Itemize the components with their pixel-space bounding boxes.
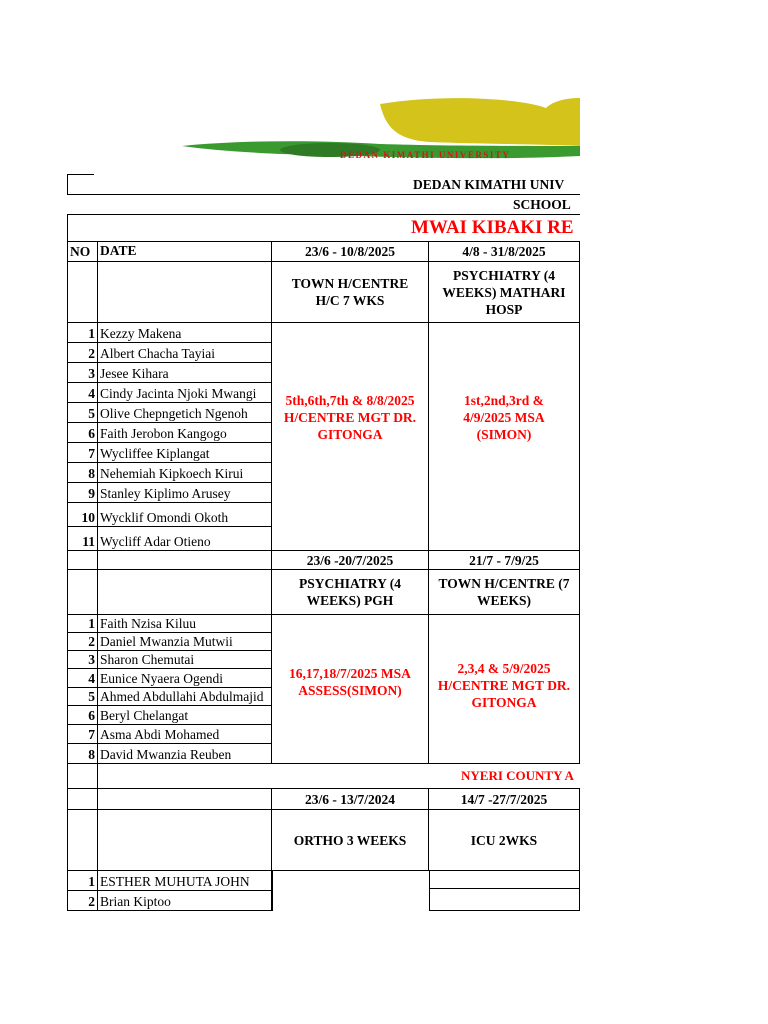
group1-student-name: Wycklif Omondi Okoth <box>98 503 272 527</box>
section3-no-blank <box>67 764 98 789</box>
group2-student-name: Sharon Chemutai <box>98 651 272 669</box>
section3-date-2: 14/7 -27/7/2025 <box>429 789 580 810</box>
group2-student-number: 1 <box>67 615 98 633</box>
group1-date-2: 4/8 - 31/8/2025 <box>429 242 580 262</box>
group1-student-name: Faith Jerobon Kangogo <box>98 423 272 443</box>
section3-date-1: 23/6 - 13/7/2024 <box>272 789 429 810</box>
group2-student-name: Asma Abdi Mohamed <box>98 725 272 744</box>
group1-date-blank <box>98 262 272 323</box>
group1-student-name: Wycliff Adar Otieno <box>98 527 272 551</box>
section3-student-name: Brian Kiptoo <box>98 891 272 911</box>
university-name: DEDAN KIMATHI UNIV <box>413 177 565 192</box>
group1-student-name: Albert Chacha Tayiai <box>98 343 272 363</box>
column-header-date: DATE <box>98 242 272 262</box>
group2-date-1: 23/6 -20/7/2025 <box>272 551 429 570</box>
group1-no-blank <box>67 262 98 323</box>
group2-student-number: 4 <box>67 669 98 688</box>
school-name: SCHOOL <box>513 197 571 212</box>
group2-no-blank-top <box>67 551 98 570</box>
logo-yellow-swoosh <box>380 98 580 146</box>
group1-student-number: 11 <box>67 527 98 551</box>
group2-student-name: Faith Nzisa Kiluu <box>98 615 272 633</box>
group1-student-name: Wycliffee Kiplangat <box>98 443 272 463</box>
group2-student-number: 8 <box>67 744 98 764</box>
section3-assessment-2-top <box>429 871 580 889</box>
group2-placement-1: PSYCHIATRY (4 WEEKS) PGH <box>272 570 429 615</box>
group1-student-number: 9 <box>67 483 98 503</box>
group2-student-number: 3 <box>67 651 98 669</box>
group2-student-name: Eunice Nyaera Ogendi <box>98 669 272 688</box>
group2-assessment-2: 2,3,4 & 5/9/2025 H/CENTRE MGT DR. GITONGA <box>429 615 580 764</box>
group1-placement-1: TOWN H/CENTRE H/C 7 WKS <box>272 262 429 323</box>
section3-heading: NYERI COUNTY A <box>461 768 574 783</box>
university-logo <box>180 94 580 166</box>
section3-placement-1: ORTHO 3 WEEKS <box>272 810 429 871</box>
group1-placement-2: PSYCHIATRY (4 WEEKS) MATHARI HOSP <box>429 262 580 323</box>
group1-student-number: 7 <box>67 443 98 463</box>
section3-no-blank-2 <box>67 789 98 810</box>
group1-assessment-1: 5th,6th,7th & 8/8/2025 H/CENTRE MGT DR. GITONGA <box>272 323 429 551</box>
column-header-no: NO <box>67 242 98 262</box>
group1-student-name: Olive Chepngetich Ngenoh <box>98 403 272 423</box>
group2-student-name: David Mwanzia Reuben <box>98 744 272 764</box>
logo-text: DEDAN KIMATHI UNIVERSITY <box>340 150 511 160</box>
group1-student-number: 1 <box>67 323 98 343</box>
group2-student-number: 2 <box>67 633 98 651</box>
group1-student-number: 3 <box>67 363 98 383</box>
page-title: MWAI KIBAKI RE <box>411 217 574 238</box>
section3-placement-2: ICU 2WKS <box>429 810 580 871</box>
group2-student-number: 5 <box>67 688 98 706</box>
group2-assessment-1: 16,17,18/7/2025 MSA ASSESS(SIMON) <box>272 615 429 764</box>
group1-student-number: 8 <box>67 463 98 483</box>
group2-student-number: 6 <box>67 706 98 725</box>
group2-placement-2: TOWN H/CENTRE (7 WEEKS) <box>429 570 580 615</box>
group2-date-blank-top <box>98 551 272 570</box>
section3-date-blank <box>98 789 272 810</box>
section3-date-blank-2 <box>98 810 272 871</box>
section3-student-name: ESTHER MUHUTA JOHN <box>98 871 272 891</box>
group2-student-name: Daniel Mwanzia Mutwii <box>98 633 272 651</box>
group1-student-number: 10 <box>67 503 98 527</box>
group1-student-number: 4 <box>67 383 98 403</box>
group2-student-number: 7 <box>67 725 98 744</box>
group2-date-2: 21/7 - 7/9/25 <box>429 551 580 570</box>
group1-date-1: 23/6 - 10/8/2025 <box>272 242 429 262</box>
group2-student-name: Ahmed Abdullahi Abdulmajid <box>98 688 272 706</box>
group1-student-name: Stanley Kiplimo Arusey <box>98 483 272 503</box>
section3-student-number: 1 <box>67 871 98 891</box>
section3-student-number: 2 <box>67 891 98 911</box>
group1-student-number: 2 <box>67 343 98 363</box>
group1-student-number: 5 <box>67 403 98 423</box>
group1-student-name: Kezzy Makena <box>98 323 272 343</box>
group2-date-blank <box>98 570 272 615</box>
section3-assessment-1 <box>272 871 273 911</box>
group2-no-blank <box>67 570 98 615</box>
group1-student-name: Nehemiah Kipkoech Kirui <box>98 463 272 483</box>
group1-student-name: Jesee Kihara <box>98 363 272 383</box>
group1-student-number: 6 <box>67 423 98 443</box>
section3-assessment-2-bottom <box>429 889 580 911</box>
group1-student-name: Cindy Jacinta Njoki Mwangi <box>98 383 272 403</box>
group1-assessment-2: 1st,2nd,3rd & 4/9/2025 MSA (SIMON) <box>429 323 580 551</box>
section3-no-blank-3 <box>67 810 98 871</box>
group2-student-name: Beryl Chelangat <box>98 706 272 725</box>
